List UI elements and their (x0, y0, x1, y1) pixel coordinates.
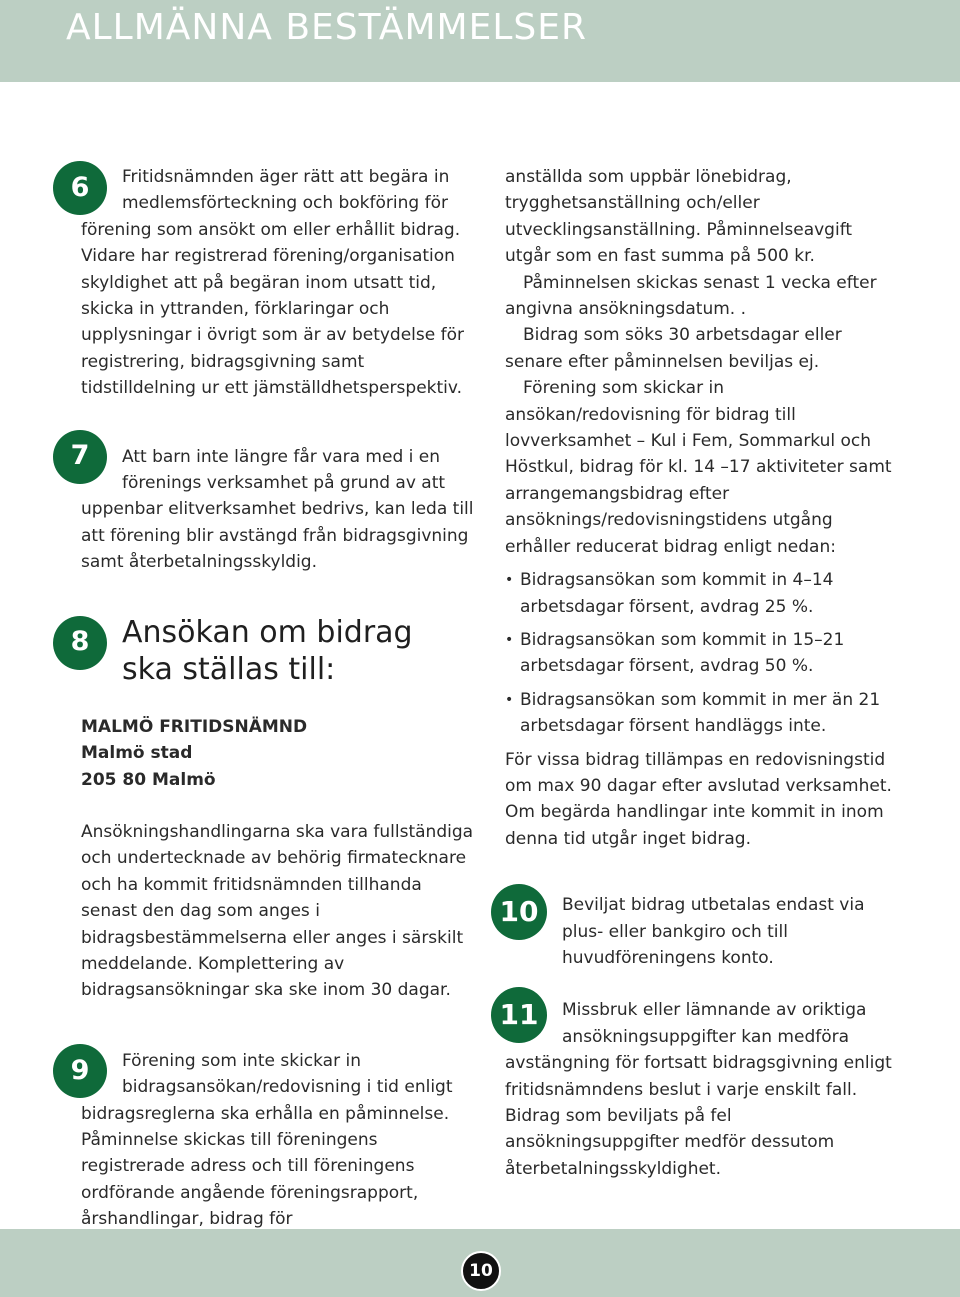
heading-line: ska ställas till: (122, 651, 336, 687)
section-text: Beviljat bidrag utbetalas endast via plus- eller bankgiro och till huvudföreningens konto. (562, 895, 865, 968)
section-6 (70, 164, 476, 402)
address-line: MALMÖ FRITIDSNÄMND (81, 716, 308, 737)
section-text: Fritidsnämnden äger rätt att begära in medlemsförteckning och bokföring för förening som ansökt om eller erhållit bidrag. Vidare har registrerad förening/organisation skyldighet att på begäran inom utsatt tid, skicka in yttranden, förklaringar och upplysningar i övrigt som är av betydelse för registrering, bidragsgivning samt tidstilldelning ur ett jämställdhetsperspektiv. (81, 167, 464, 399)
paragraph: För vissa bidrag tillämpas en redovisningstid om max 90 dagar efter avslutad verksamhet. Om begärda handlingar inte kommit in inom denna tid utgår inget bidrag. (505, 749, 892, 849)
list-item: • Bidragsansökan som kommit in 15–21 arbetsdagar försent, avdrag 50 %. (505, 627, 900, 680)
section-text: Att barn inte längre får vara med i en förenings verksamhet på grund av att uppenbar elitverksamhet bedrivs, kan leda till att förening blir avstängd från bidragsgivning samt återbetalningsskyldig. (81, 446, 474, 573)
section-number: 9 (70, 1054, 90, 1086)
right-column (499, 164, 900, 1182)
section-number: 8 (70, 626, 90, 658)
section-number: 6 (70, 171, 90, 203)
section-number-badge (491, 884, 547, 940)
section-number-badge (53, 430, 107, 484)
section-text: Förening som inte skickar in bidragsansökan/redovisning i tid enligt bidragsreglerna ska erhålla en påminnelse. Påminnelse skickas till föreningens registrerade adress och till föreningens ordförande angående föreningsrapport, årshandlingar, bidrag för (81, 1050, 453, 1230)
section-number: 10 (499, 894, 539, 928)
list-item: • Bidragsansökan som kommit in 4–14 arbetsdagar försent, avdrag 25 %. (505, 567, 900, 620)
paragraph: Bidrag som söks 30 arbetsdagar eller senare efter påminnelsen beviljas ej. (505, 325, 842, 372)
paragraph: Förening som skickar in ansökan/redovisning för bidrag till lovverksamhet – Kul i Fem, Sommarkul och Höstkul, bidrag för kl. 14 –17 aktiviteter samt arrangemangsbidrag efter ansöknings/redovisningstidens utgång erhåller reducerat bidrag enligt nedan: (505, 378, 892, 557)
page-number-badge (461, 1251, 501, 1291)
section-number-badge (53, 161, 107, 215)
left-column (70, 164, 476, 1233)
address-line: Malmö stad (81, 743, 193, 764)
section-8 (70, 614, 476, 1004)
section-10 (499, 892, 900, 971)
address-block (81, 714, 476, 793)
page-title: ALLMÄNNA BESTÄMMELSER (66, 7, 588, 48)
section-9 (70, 1048, 476, 1233)
section-number-badge (491, 987, 547, 1043)
section-11 (499, 997, 900, 1182)
section-number-badge (53, 1044, 107, 1098)
paragraph: Påminnelsen skickas senast 1 vecka efter angivna ansökningsdatum. . (505, 272, 877, 320)
page-header (0, 0, 960, 82)
section-9-continued (505, 164, 900, 852)
heading-line: Ansökan om bidrag (122, 614, 413, 650)
section-number-badge (53, 616, 107, 670)
section-text: Missbruk eller lämnande av oriktiga ansökningsuppgifter kan medföra avstängning för fortsatt bidragsgivning enligt fritidsnämndens beslut i varje enskilt fall. Bidrag som beviljats på fel ansökningsuppgifter medför dessutom återbetalningsskyldighet. (505, 1000, 892, 1179)
section-number: 11 (499, 998, 539, 1032)
section-heading (81, 614, 476, 688)
paragraph: anställda som uppbär lönebidrag, trygghetsanställning och/eller utvecklingsanställning. Påminnelseavgift utgår som en fast summa på 500 kr. (505, 167, 853, 267)
section-7 (70, 440, 476, 576)
page-number: 10 (469, 1261, 493, 1281)
list-item: • Bidragsansökan som kommit in mer än 21 arbetsdagar försent handläggs inte. (505, 687, 900, 740)
section-number: 7 (70, 440, 90, 472)
deduction-list (505, 567, 900, 739)
section-text: Ansökningshandlingarna ska vara fullständiga och undertecknade av behörig firmatecknare och ha kommit fritidsnämnden tillhanda senast den dag som anges i bidragsbestämmelserna eller anges i särskilt meddelande. Komplettering av bidragsansökningar ska ske inom 30 dagar. (81, 821, 474, 1001)
address-line: 205 80 Malmö (81, 769, 216, 790)
